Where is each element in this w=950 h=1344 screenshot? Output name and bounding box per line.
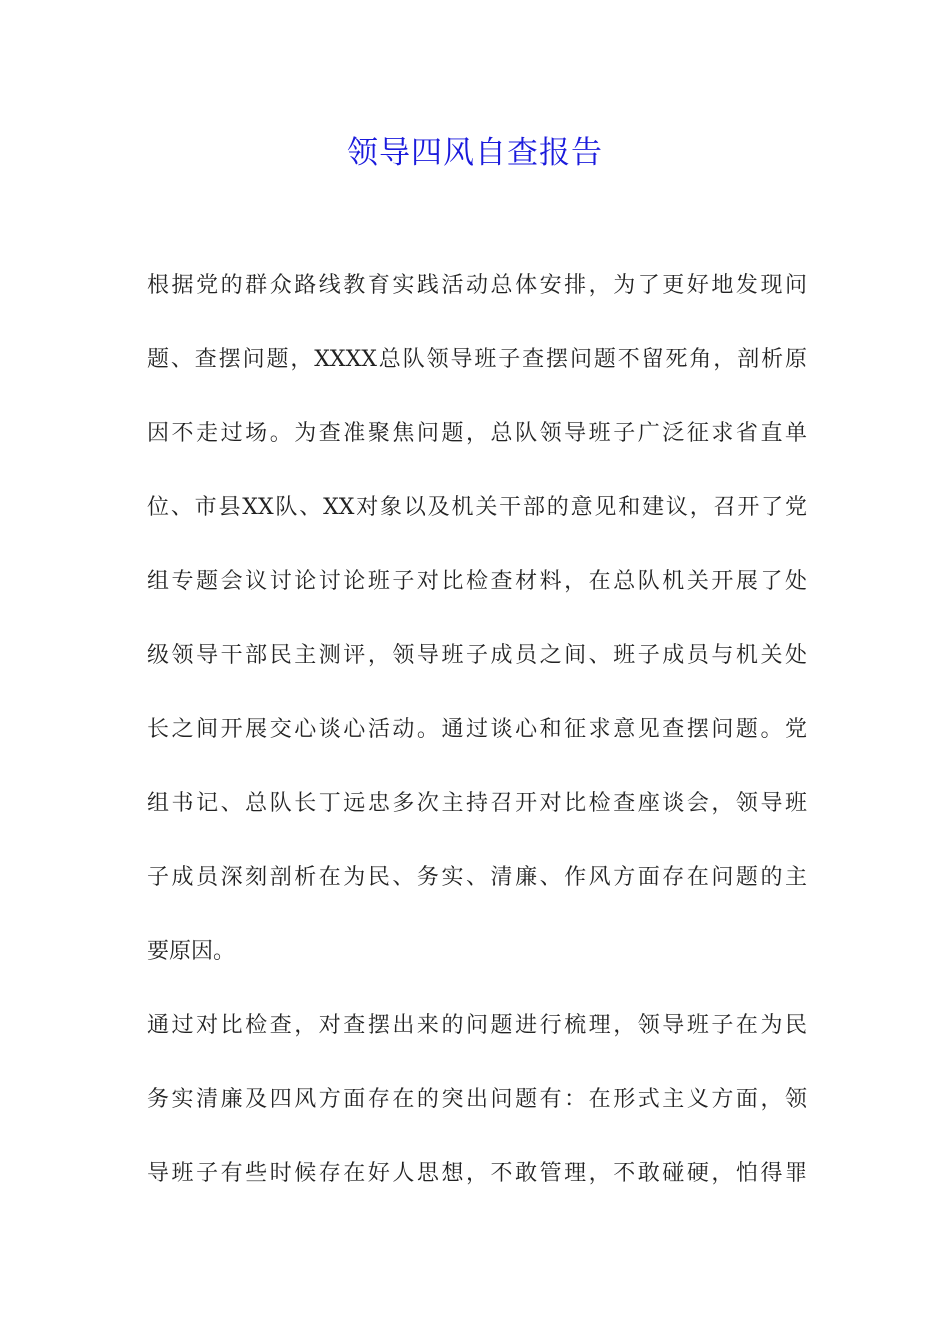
text-line: 级领导干部民主测评，领导班子成员之间、班子成员与机关处 xyxy=(147,643,807,668)
text-line: 题、查摆问题，XXXX总队领导班子查摆问题不留死角，剖析原 xyxy=(147,347,807,372)
text-line: 因不走过场。为查准聚焦问题，总队领导班子广泛征求省直单 xyxy=(147,421,807,446)
text-line: 子成员深刻剖析在为民、务实、清廉、作风方面存在问题的主 xyxy=(147,865,807,890)
document-body xyxy=(147,266,807,1228)
text-line: 通过对比检查，对查摆出来的问题进行梳理，领导班子在为民 xyxy=(147,1013,807,1038)
paragraph-2 xyxy=(147,1006,807,1228)
text-line: 位、市县XX队、XX对象以及机关干部的意见和建议，召开了党 xyxy=(147,495,807,520)
text-line: 根据党的群众路线教育实践活动总体安排，为了更好地发现问 xyxy=(147,273,807,298)
text-line: 要原因。 xyxy=(147,939,236,964)
text-line: 务实清廉及四风方面存在的突出问题有：在形式主义方面，领 xyxy=(147,1087,807,1112)
text-line: 导班子有些时候存在好人思想，不敢管理，不敢碰硬，怕得罪 xyxy=(147,1161,807,1186)
document-title: 领导四风自查报告 xyxy=(347,135,603,171)
text-line: 长之间开展交心谈心活动。通过谈心和征求意见查摆问题。党 xyxy=(147,717,807,742)
paragraph-1 xyxy=(147,266,807,1006)
text-line: 组专题会议讨论讨论班子对比检查材料，在总队机关开展了处 xyxy=(147,569,807,594)
text-line: 组书记、总队长丁远忠多次主持召开对比检查座谈会，领导班 xyxy=(147,791,807,816)
